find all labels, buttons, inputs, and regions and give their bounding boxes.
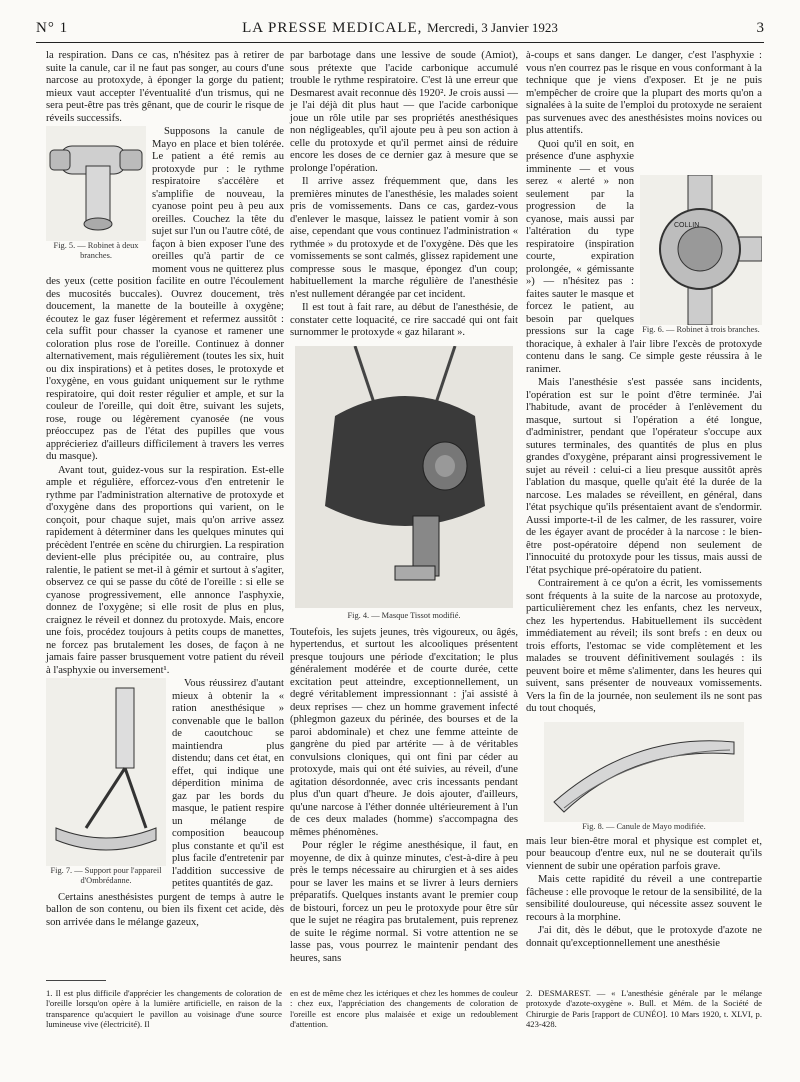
paragraph: Pour régler le régime anesthésique, il faut, en moyenne, de dix à quinze minutes, c'est-à-dire à peu près le temps nécessaire au chirurgien et à ses aides pour se laver les mains et se livrer à leurs derniers préparatifs. Quelques instants avant le premier coup de bistouri, forcez un peu le protoxyde pour être sûr que le sujet ne réagira pas brutalement, puis reprenez de suite le régime normal. Si votre attention ne se lasse pas, vous pourrez le maintenir pendant des heures, sans bbox=[290, 840, 518, 964]
paragraph: Il est tout à fait rare, au début de l'anesthésie, de constater cette loquacité, ce rire saccadé qui ont fait surnommer le protoxyde « gaz hilarant ». bbox=[290, 302, 518, 338]
figure-6 bbox=[640, 175, 762, 335]
paragraph: par barbotage dans une lessive de soude (Amiot), sous prétexte que l'acide carbonique accumulé trouble le rythme respiratoire. C'est là une erreur que Desmarest avait reconnue dès 1920². Je crois aussi — je l'ai déjà dit plus haut — que l'acide carbonique joue un rôle utile par ses propriétés anesthésiques non négligeables, qu'il ajoute peu à peu son action à celle du protoxyde et qu'il permet ainsi de réduire encore les doses de ce dernier gaz à mesure que se prolonge l'opération. bbox=[290, 50, 518, 174]
support-apparatus-drawing bbox=[46, 678, 166, 866]
footnote-1-continued: en est de même chez les ictériques et chez les hommes de couleur : chez eux, l'appréciation des changements de coloration de l'oreille est encore plus malaisée et exige un redoublement d'attention. bbox=[290, 988, 518, 1030]
issue-date: Mercredi, 3 Janvier 1923 bbox=[427, 20, 558, 35]
paragraph: Mais l'anesthésie s'est passée sans incidents, l'opération est sur le point d'être terminée. J'ai l'habitude, avant de procéder à l'enlèvement du masque, surtout si l'opération a été longue, d'administrer, pendant que l'opérateur s'occupe aux sutures terminales, des quantités de plus en plus grandes d'oxygène, préparant ainsi progressivement le sujet au réveil : celui-ci a lieu presque aussitôt après l'ablation du masque, quelle qu'ait été la durée de la narcose. Les malades se réveillent, en général, dans l'état psychique qu'ils présentaient avant de s'endormir. Aussi importe-t-il de les calmer, de les rassurer, voire de les égayer avant de procéder à la narcose : le bien-être post-opératoire dépend non seulement de l'innocuité du protoxyde pour les tissus, mais aussi de l'état psychique pré-opératoire du patient. bbox=[526, 377, 762, 576]
paragraph: Contrairement à ce qu'on a écrit, les vomissements sont fréquents à la suite de la narcose au protoxyde, particulièrement chez les enfants, chez les nerveux, chez les hypertendus. Habituellement ils succèdent immédiatement au réveil; ils sont brefs : en deux ou trois efforts, l'estomac se vide complètement et les malades se trouvent définitivement soulagés : ils peuvent boire et même s'alimenter, dans les heures qui suivent, sans présenter de nouveaux vomissements. Vers la fin de la journée, non seulement ils ne sont pas du tout choqués, bbox=[526, 578, 762, 714]
paragraph: à-coups et sans danger. Le danger, c'est l'asphyxie : vous n'en courrez pas le risque en vous conformant à la technique que je viens d'exposer. Et je ne puis m'empêcher de croire que la plupart des morts qu'on a signalées à la suite de l'emploi du protoxyde ne seraient pas survenues avec des anesthésistes moins novices ou plus attentifs. bbox=[526, 50, 762, 136]
three-way-valve-drawing bbox=[640, 175, 762, 325]
footnote-rule bbox=[46, 980, 106, 981]
paragraph: Certains anesthésistes purgent de temps à autre le ballon de son contenu, ou bien ils fixent cet acide, dès son arrivée dans le mélange gazeux, bbox=[46, 891, 284, 928]
journal-title: LA PRESSE MEDICALE, bbox=[242, 20, 423, 36]
two-way-valve-drawing bbox=[46, 126, 146, 241]
figure-4-caption: Fig. 4. — Masque Tissot modifié. bbox=[347, 610, 461, 620]
figure-7 bbox=[46, 678, 166, 886]
figure-6-caption: Fig. 6. — Robinet à trois branches. bbox=[642, 324, 760, 334]
paragraph: Toutefois, les sujets jeunes, très vigoureux, ou âgés, hypertendus, et surtout les alcooliques présentent presque toujours une période d'excitation; le plus généralement modérée et de courte durée, cette excitation peut atteindre, exceptionnellement, un degré véritablement impressionnant : j'ai assisté à deux reprises — chez un homme gravement infecté (phlegmon gazeux du périnée, des bourses et de la paroi abdominale) et chez une femme atteinte de gangrène du pied par artérite — à de véritables convulsions cloniques, qui ont fini par céder au protoxyde, mais qui ont été suivies, au réveil, d'une agitation désordonnée, avec cris incessants pendant plus d'un quart d'heure. Je dois ajouter, d'ailleurs, qu'une narcose à l'éther donnée ultérieurement à l'un de ces deux malades (homme) s'accompagna des mêmes phénomènes. bbox=[290, 626, 518, 838]
paragraph: Vous réussirez d'autant mieux à obtenir la « ration anesthésique » convenable que le ballon de caoutchouc se maintiendra plus distendu; dans cet état, en effet, qui indique une déperdition minima de gaz par les bords du masque, le patient respire un mélange de composition beaucoup plus constante et qu'il est plus facile d'entretenir par l'addition successive de petites quantités de gaz. bbox=[172, 678, 284, 889]
figure-5-image bbox=[46, 126, 146, 241]
paragraph: la respiration. Dans ce cas, n'hésitez pas à retirer de suite la canule, car il ne faut pas songer, au cours d'une narcose au protoxyde, à éponger la gorge du patient; mieux vaut accepter l'éventualité d'un trismus, qui ne sera peut-être pas très gênant, que de courir le risque de réveils successifs. bbox=[46, 50, 284, 124]
paragraph: Il arrive assez fréquemment que, dans les premières minutes de l'anesthésie, les malades soient pris de vomissements. Dans ce cas, gardez-vous d'enlever le masque, laissez le patient vomir à son aise, cependant que vous continuez l'administration « rythmée » du protoxyde et de l'oxygène. Dès que les vomissements se sont calmés, glissez rapidement une compresse sous le masque, épongez d'un coup; habituellement la marche régulière de l'anesthésie n'est nullement dérangée par cet incident. bbox=[290, 176, 518, 300]
collin-engraving: COLLIN bbox=[674, 221, 700, 229]
footnote-2: 2. DESMAREST. — « L'anesthésie générale par le mélange protoxyde d'azote-oxygène ». Bull. et Mém. de la Société de Chirurgie de Paris [rapport de CUNÉO]. 10 Mars 1920, t. XLVI, p. 423-428. bbox=[526, 988, 762, 1030]
mayo-cannula-drawing bbox=[544, 722, 744, 822]
page-header bbox=[36, 18, 764, 43]
figure-5-caption: Fig. 5. — Robinet à deux branches. bbox=[53, 241, 139, 260]
figure-6-image bbox=[640, 175, 762, 325]
issue-number: N° 1 bbox=[36, 20, 69, 36]
paragraph: Mais cette rapidité du réveil a une contrepartie fâcheuse : elle provoque le retour de la sensibilité, de la sensibilité douloureuse, qui nécessite assez souvent le recours à la morphine. bbox=[526, 874, 762, 923]
figure-4-photo bbox=[295, 346, 513, 608]
paragraph: Supposons la canule de Mayo en place et bien tolérée. Le patient a été remis au protoxyde pur : le rythme respiratoire s'accélère et s'amplifie de nouveau, la cyanose point peu à peu aux oreilles. Couchez la tête du sujet sur l'un ou l'autre côté, de façon à bien exposer l'une des oreilles qu'à partir de ce moment vous ne quitterez plus des yeux (cette position facilite en outre l'écoulement des mucosités buccales). Ouvrez doucement, très doucement, la manette de la bouteille à oxygène; écoutez le gaz fuser légèrement et refermez aussitôt : cela suffit pour chasser la cyanose et ramener une coloration plus rose de l'oreille. Continuez à donner alternativement, mais régulièrement (toutes les six, huit ou dix inspirations) et à petites doses, le protoxyde et l'oxygène, en vous guidant uniquement sur le rythme respiratoire, qui doit rester régulier et ample, et sur la couleur de l'oreille, qui doit être, suivant les sujets, rose, rouge ou légèrement cyanosée (ne vous préoccupez pas de l'état des pupilles que vous apprécieriez d'ailleurs difficilement à travers les verres du masque). bbox=[46, 126, 284, 462]
column-1 bbox=[46, 50, 284, 930]
figure-8-image bbox=[544, 722, 744, 822]
tissot-mask-photo bbox=[295, 346, 513, 608]
paragraph: Avant tout, guidez-vous sur la respiration. Est-elle ample et régulière, efforcez-vous d'en entretenir le rythme par l'administration alternative de protoxyde et d'oxygène dans des proportions qui varient, on le conçoit, pour chaque sujet, mais qu'on arrive assez rapidement à déterminer dans les quelques minutes qui précèdent l'entrée en scène du chirurgien. La respiration devient-elle plus précipitée ou, au contraire, plus ralentie, le patient se met-il à gémir et surtout à s'agiter, observez ce qui se passe du côté de l'oreille : si elle se cyanose progressivement, elle annonce l'asphyxie, donnez de l'oxygène; si elle rosit de plus en plus, craignez le réveil et donnez du protoxyde. Mais, encore une fois, procédez toujours à petits coups de manettes, ne forcez pas brutalement les doses, de façon à ne jamais faire passer brusquement votre patient du réveil à l'asphyxie ou inversement¹. bbox=[46, 464, 284, 676]
column-3 bbox=[526, 50, 762, 951]
figure-8 bbox=[544, 722, 744, 832]
figure-8-caption: Fig. 8. — Canule de Mayo modifiée. bbox=[582, 821, 706, 831]
paragraph: Quoi qu'il en soit, en présence d'une asphyxie imminente — et vous serez « alerté » non seulement par la progression de la cyanose, mais aussi par l'altération du type respiratoire (inspiration courte, expiration prolongée, « gémissante ») — n'hésitez pas : faites sauter le masque et forcez le patient, au besoin par quelques pressions sur la cage thoracique, à exhaler à l'air libre l'excès de protoxyde contenu dans le sang. Ce simple geste réussira à le ranimer. bbox=[526, 138, 762, 375]
journal-title-line bbox=[36, 20, 764, 37]
figure-4 bbox=[295, 346, 513, 621]
footnote-1: 1. Il est plus difficile d'apprécier les changements de coloration de l'oreille lorsqu'on opère à la lumière artificielle, en raison de la transparence qu'acquiert le pavillon au voisinage d'une source lumineuse vive (électricité). Il bbox=[46, 988, 282, 1030]
paragraph: J'ai dit, dès le début, que le protoxyde d'azote ne donnait qu'exceptionnellement une anesthésie bbox=[526, 925, 762, 949]
figure-5 bbox=[46, 126, 146, 261]
figure-7-image bbox=[46, 678, 166, 866]
paragraph: mais leur bien-être moral et physique est complet et, pour beaucoup d'entre eux, nul ne se douterait qu'ils viennent de subir une opération parfois grave. bbox=[526, 835, 762, 872]
page-number: 3 bbox=[756, 20, 764, 36]
figure-7-caption: Fig. 7. — Support pour l'appareil d'Ombrédanne. bbox=[50, 866, 162, 885]
column-2 bbox=[290, 50, 518, 966]
